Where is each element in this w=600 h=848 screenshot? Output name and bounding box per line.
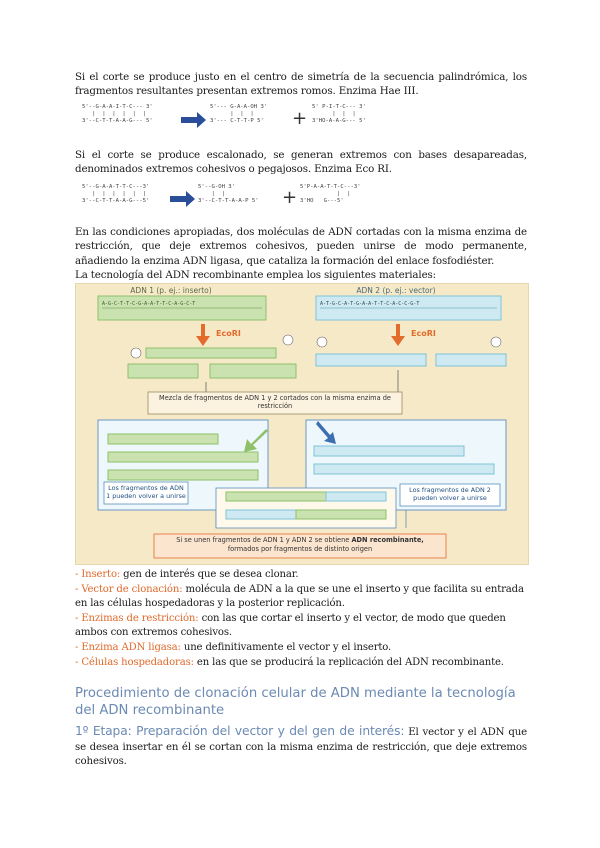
seq-strand-top: 5'--G-A-A-I-T-C--- 3': [82, 104, 153, 110]
down-arrow-icon: [391, 324, 405, 346]
materials-list: [75, 568, 527, 670]
plus-icon: +: [282, 187, 298, 208]
stage-1-label: 1º Etapa: Preparación del vector y del gen de interés:: [75, 724, 405, 738]
haeiii-sequence-original: 5'--G-A-A-I-T-C--- 3' | | | | | | 3'--C-T-T-A-A-G--- 5': [82, 104, 153, 124]
section-heading: Procedimiento de clonación celular de ADN mediante la tecnología del ADN recombinante: [75, 686, 516, 718]
dna2-seq-top: A-T-G-C-A-T-G-A-A-T-T-C-A-C-C-G-T: [320, 301, 420, 307]
cut-arrow-icon: [181, 111, 207, 129]
paragraph-ligase: En las condiciones apropiadas, dos moléculas de ADN cortadas con la misma enzima de restricción, que deje extremos cohesivos, pueden unirse de modo permanente, añadiendo la enzima ADN ligasa, que cataliza la formación del enlace fosfodiéster.: [75, 226, 527, 267]
dna2-fragment: [436, 354, 506, 366]
rejoin-text-right: Los fragmentos de ADN 2 pueden volver a unirse: [409, 486, 491, 502]
list-item: - Células hospedadoras: en las que se producirá la replicación del ADN recombinante.: [75, 656, 504, 668]
rejoin-text-left: Los fragmentos de ADN 1 pueden volver a unirse: [106, 484, 186, 500]
dna2-fragment: [316, 354, 426, 366]
final-box-text: Si se unen fragmentos de ADN 1 y ADN 2 se obtiene ADN recombinante, formados por fragmentos de distinto origen: [176, 536, 424, 553]
seq-strand-bottom: 3'--C-T-T-A-A-G--- 5': [82, 118, 153, 124]
mix-box-text: Mezcla de fragmentos de ADN 1 y 2 cortados con la misma enzima de restricción: [159, 394, 391, 410]
ecori-fragment-left: 5'--G-OH 3' | | 3'--C-T-T-A-A-P 5': [198, 184, 259, 204]
haeiii-fragment-right: 5' P-I-T-C--- 3' | | | 3'HO-A-A-G--- 5': [312, 104, 366, 124]
dna2-label: ADN 2 (p. ej.: vector): [356, 286, 436, 295]
paragraph-materials-intro: La tecnología del ADN recombinante emplea los siguientes materiales:: [75, 269, 436, 281]
enzyme-label-right: EcoRI: [411, 329, 436, 338]
dna1-label: ADN 1 (p. ej.: inserto): [130, 286, 212, 295]
ecori-fragment-right: 5'P-A-A-T-T-C---3' | | 3'HO G---5': [300, 184, 361, 204]
down-arrow-icon: [196, 324, 210, 346]
ecori-sequence-original: 5'--G-A-A-T-T-C---3' | | | | | | 3'--C-T-T-A-A-G---5': [82, 184, 150, 204]
list-item: - Vector de clonación: molécula de ADN a la que se une el inserto y que facilita su entrada en las células hospedadoras y la posterior replicación.: [75, 583, 524, 610]
dna1-fragment: [210, 364, 296, 378]
plus-icon: +: [292, 108, 308, 129]
paragraph-sticky-ends: Si el corte se produce escalonado, se generan extremos con bases desapareadas, denominados extremos cohesivos o pegajosos. Enzima Eco RI.: [75, 149, 527, 176]
stage-1-paragraph: 1º Etapa: Preparación del vector y del gen de interés: El vector y el ADN que se desea insertar en él se cortan con la misma enzima de restricción, que deje extremos cohesivos.: [75, 724, 527, 768]
paragraph-blunt-ends: Si el corte se produce justo en el centro de simetría de la secuencia palindrómica, los fragmentos resultantes presentan extremos romos. Enzima Hae III.: [75, 71, 527, 98]
enzyme-label-left: EcoRI: [216, 329, 241, 338]
list-item: - Inserto: gen de interés que se desea clonar.: [75, 569, 299, 580]
recombinant-dna-figure: [75, 283, 529, 565]
dna1-fragment: [146, 348, 276, 358]
figure-drawing: [76, 284, 528, 564]
haeiii-fragment-left: 5'--- G-A-A-OH 3' | | | 3'--- C-T-T-P 5': [210, 104, 268, 124]
list-item: - Enzima ADN ligasa: une definitivamente el vector y el inserto.: [75, 641, 392, 653]
dna1-fragment: [128, 364, 198, 378]
dna1-seq-top: A-G-C-T-T-C-G-A-A-T-T-C-A-G-C-T: [102, 301, 196, 307]
list-item: - Enzimas de restricción: con las que cortar el inserto y el vector, de modo que queden ambos con extremos cohesivos.: [75, 612, 506, 639]
cut-arrow-icon: [170, 190, 196, 208]
